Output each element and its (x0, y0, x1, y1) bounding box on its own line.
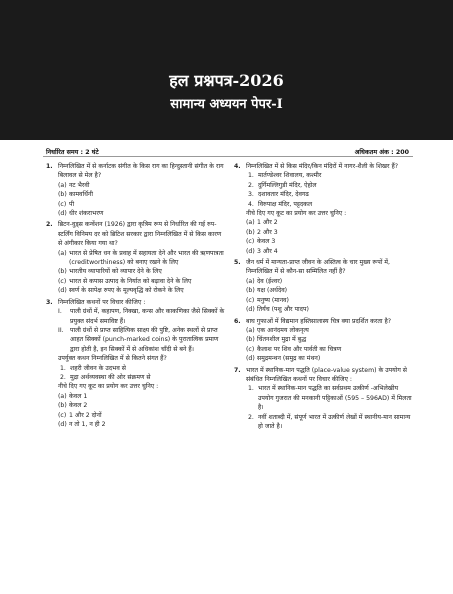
divider (43, 156, 413, 157)
option-label: (a) (58, 181, 67, 189)
option-label: (b) (246, 228, 255, 236)
option-text: 2 और 3 (257, 228, 278, 236)
left-column (46, 162, 226, 431)
option-text: 3 और 4 (257, 247, 278, 255)
question-6 (234, 317, 414, 364)
option-b (246, 286, 414, 295)
option-label: (b) (246, 336, 255, 344)
statement-label: II. (58, 326, 64, 334)
option-label: (a) (246, 326, 255, 334)
question-text: निम्नलिखित कथनों पर विचार कीजिए : (58, 298, 146, 306)
question-7 (234, 366, 414, 432)
option-text: भारत से कपास उत्पाद के निर्यात को बढ़ावा देने के लिए (69, 277, 192, 285)
option-d (246, 247, 341, 256)
option-text: भारत से प्रेषित धन के प्रवाह में सहायता देने और भारत की ऋणपात्रता (creditworthiness) को बनाए रखने के लिए (69, 249, 224, 267)
option-text: न तो 1, न ही 2 (69, 420, 106, 428)
option-label: (b) (246, 287, 255, 295)
option-b (246, 228, 341, 237)
option-text: 1 और 2 दोनों (69, 411, 102, 419)
item-text: दशावतार मंदिर, देवगढ (258, 191, 309, 199)
options (246, 218, 414, 256)
option-text: 1 और 2 (257, 219, 278, 227)
option-a (246, 326, 414, 335)
option-label: (c) (246, 296, 255, 304)
option-a (58, 249, 226, 268)
option-text: देव (ईश्वर) (257, 277, 283, 285)
item-label: 2. (248, 181, 254, 189)
option-label: (c) (58, 277, 67, 285)
option-label: (c) (58, 200, 67, 208)
option-text: एक आनंदमय लोकनृत्य (257, 326, 309, 334)
item-label: 1. (248, 385, 254, 393)
question-text: बाघ गुफाओं में विद्यमान हस्तिसालास्य चित्र क्या प्रदर्शित करता है? (246, 317, 392, 325)
numbered-item-1 (246, 171, 414, 180)
question-text: निम्नलिखित में से कर्नाटक संगीत के किस राग का हिन्दुस्तानी संगीत के राग बिलावल से मेल है? (58, 163, 224, 180)
option-a (246, 277, 414, 286)
option-text: धीर शंकराभरण (69, 210, 104, 218)
option-label: (b) (58, 191, 67, 199)
option-label: (d) (246, 355, 255, 363)
option-d (58, 209, 153, 218)
option-b (58, 190, 153, 199)
option-c (58, 411, 153, 420)
statement-1 (58, 307, 226, 326)
question-number: 5. (234, 259, 241, 267)
statement-label: I. (58, 308, 62, 316)
statement-text: पाली ग्रंथों में, कहापण, निक्खा, कन्स और काकणिका जैसे सिक्कों के प्रयुक्त संदर्भ समाविष्ट हैं। (70, 308, 225, 325)
option-label: (b) (58, 268, 67, 276)
time-allowed: निर्धारित समय : 2 घंटे (46, 149, 99, 156)
paper-subtitle: सामान्य अध्ययन पेपर-I (170, 97, 283, 112)
option-c (246, 296, 414, 305)
item-label: 2. (60, 373, 66, 381)
option-text: यक्ष (अर्धदेव) (257, 287, 288, 295)
option-a (58, 181, 153, 190)
option-d (246, 354, 414, 363)
option-text: स्वर्ण के सापेक्ष रुपए के मूल्यवृद्धि को रोकने के लिए (69, 287, 184, 295)
question-number: 1. (46, 163, 53, 170)
option-text: केवल 3 (257, 238, 276, 246)
item-text: विरुपाक्ष मंदिर, पट्टदकल (258, 200, 313, 208)
item-text: मार्तण्डेश्वर शिवालय, कश्मीर (258, 172, 322, 180)
header-banner (0, 0, 453, 140)
numbered-item-2 (246, 413, 414, 432)
numbered-item-2 (246, 181, 414, 190)
option-b (58, 401, 153, 410)
numbered-item-2 (58, 373, 226, 382)
option-label: (d) (58, 287, 67, 295)
option-label: (c) (58, 411, 67, 419)
question-number: 6. (234, 317, 241, 325)
option-text: कामवर्धिनी (69, 191, 93, 199)
item-label: 1. (248, 172, 254, 180)
option-label: (a) (58, 249, 67, 257)
option-label: (b) (58, 402, 67, 410)
question-1 (46, 162, 226, 218)
numbered-item-1 (246, 384, 414, 412)
options (58, 181, 226, 219)
statement-2 (58, 326, 226, 354)
question-text: ब्रिटन-वुड्स कन्वेंशन (1926) द्वारा कृत्रिम रूप से निर्धारित की गई रुप-स्टर्लिंग विनिमय दर को ब्रिटिश सरकार द्वारा निम्नलिखित में से किस कारण से अंगीकार किया गया था? (58, 221, 222, 248)
option-label: (d) (58, 420, 67, 428)
question-2 (46, 220, 226, 295)
item-label: 3. (248, 191, 254, 199)
option-label: (d) (58, 210, 67, 218)
question-number: 7. (234, 366, 241, 374)
option-label: (a) (58, 392, 67, 400)
item-text: मुद्रा अर्थव्यवस्था की ओर संक्रमण से (70, 373, 151, 381)
option-label: (c) (246, 345, 255, 353)
option-text: केवल 1 (69, 392, 88, 400)
option-b (246, 335, 414, 344)
question-text: निम्नलिखित में से किस मंदिर/किन मंदिरों में नागर-शैली के शिखर हैं? (246, 163, 399, 170)
question-text: भारत में स्थानिक-मान पद्धति (place-value system) के उपयोग से संबंधित निम्नलिखित कथनों पर विचार कीजिए : (246, 366, 407, 383)
numbered-item-4 (246, 200, 414, 209)
option-d (58, 286, 226, 295)
option-label: (d) (246, 306, 255, 314)
question-text: जैन धर्म में मान्यता-प्राप्त जीवन के अस्तित्व के चार मुख्य रूपों में, निम्नलिखित में से कौन-सा सम्मिलित नहीं है? (246, 259, 390, 276)
option-c (246, 345, 414, 354)
option-d (246, 305, 414, 314)
option-text: समुद्रमन्थन (समुद्र का मंथन) (257, 355, 321, 363)
option-d (58, 420, 153, 429)
option-a (246, 218, 341, 227)
option-label: (c) (246, 238, 255, 246)
option-c (58, 200, 153, 209)
question-ask: उपर्युक्त कथन निम्नलिखित में से कितने संगत हैं? (58, 355, 167, 363)
option-text: चिंतनशील मुद्रा में बुद्ध (257, 336, 307, 344)
option-text: कैलाश पर शिव और पार्वती का चित्रण (257, 345, 342, 353)
option-b (58, 267, 226, 276)
question-5 (234, 258, 414, 314)
code-instruction: नीचे दिए गए कूट का प्रयोग कर उत्तर चुनिए : (58, 383, 159, 391)
option-text: केवल 2 (69, 402, 88, 410)
item-text: भारत में स्थानिक-मान पद्धति का सर्वप्रथम उत्कीर्ण -अभिलेखीय उपयोग गुजरात की मनकानी पट्टिकाओं (595 – 596AD) में मिलता है। (258, 385, 412, 412)
statement-text: पाली ग्रंथों से प्राप्त साहित्यिक साक्ष्य की पुष्टि, अनेक स्थलों से प्राप्त आहत सिक्कों (punch-marked coins) के पुरातात्विक प्रमाण द्वारा होती है, इन सिक्कों में से अधिकांश चाँदी से बने हैं। (70, 326, 219, 353)
option-text: तिर्यंच (पशु और पादप) (257, 306, 309, 314)
item-label: 2. (248, 413, 254, 421)
question-4 (234, 162, 414, 256)
item-text: दुर्गिमल्लिगुडी मंदिर, ऐहोल (258, 181, 317, 189)
option-text: पी (69, 200, 75, 208)
option-a (58, 392, 153, 401)
right-column (234, 162, 414, 433)
question-number: 4. (234, 163, 241, 170)
item-text: नवीं शताब्दी में, संपूर्ण भारत में उत्कीर्ण लेखों में स्थानीय-मान सामान्य हो जाते है। (258, 413, 411, 430)
option-c (58, 277, 226, 286)
numbered-item-3 (246, 190, 414, 199)
options (58, 392, 226, 430)
paper-title: हल प्रश्नपत्र-2026 (169, 71, 284, 90)
item-label: 1. (60, 364, 66, 372)
option-label: (a) (246, 277, 255, 285)
option-text: भारतीय व्यापारियों को व्यापार देने के लिए (69, 268, 162, 276)
numbered-item-1 (58, 364, 226, 373)
question-3 (46, 298, 226, 430)
question-number: 3. (46, 298, 53, 306)
option-text: नट भैरवी (69, 181, 90, 189)
option-c (246, 237, 341, 246)
option-label: (a) (246, 219, 255, 227)
code-instruction: नीचे दिए गए कूट का प्रयोग कर उत्तर चुनिए : (246, 210, 347, 218)
option-label: (d) (246, 247, 255, 255)
question-number: 2. (46, 221, 53, 229)
option-text: मनुष्य (मानव) (257, 296, 289, 304)
item-text: शहरी जीवन के उदभव से (70, 364, 126, 372)
item-label: 4. (248, 200, 254, 208)
max-marks: अधिकतम अंक : 200 (354, 149, 409, 156)
